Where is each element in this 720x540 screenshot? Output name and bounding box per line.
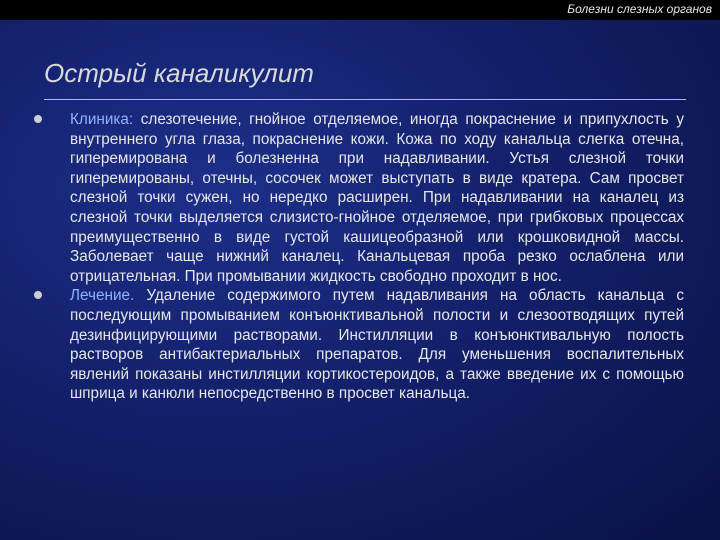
- item-body: Удаление содержимого путем надавливания на область канальца с последующим промыванием конъюнктивальной полости и слезоотводящих путей дезинфицирующими растворами. Инстилляции в конъюнктивальную полость растворов антибактериальных препаратов. Для уменьшения воспалительных явлений показаны инстилляции кортикостероидов, а также введение их с помощью шприца и канюли непосредственно в просвет канальца.: [70, 287, 685, 403]
- list-item-clinic: [34, 110, 684, 286]
- slide-title: Острый каналикулит: [44, 58, 314, 88]
- header-caption: Болезни слезных органов: [567, 2, 712, 16]
- item-body: слезотечение, гнойное отделяемое, иногда покраснение и припухлость у внутреннего угла глаза, покраснение кожи. Кожа по ходу канальца слегка отечна, гиперемирована и болезненна при надавливании. Устья слезной точки гиперемированы, отечны, сосочек может выступать в виде кратера. Сам просвет слезной точки сужен, но нередко расширен. При надавливании на каналец из слезной точки выделяется слизисто-гнойное отделяемое, при грибковых процессах преимущественно в виде густой кашицеобразной или крошковидной массы. Заболевает чаще нижний каналец. Канальцевая проба резко ослаблена или отрицательная. При промывании жидкость свободно проходит в нос.: [70, 111, 684, 285]
- bullet-icon: [34, 115, 42, 123]
- bullet-icon: [34, 291, 42, 299]
- top-bar: [0, 0, 720, 20]
- list-item-treatment: [34, 286, 684, 404]
- bullet-list: [34, 110, 684, 404]
- item-heading: Лечение.: [70, 287, 135, 305]
- list-item-text: [70, 286, 684, 404]
- title-divider: [44, 99, 686, 100]
- list-item-text: [70, 110, 684, 286]
- item-heading: Клиника:: [70, 111, 134, 128]
